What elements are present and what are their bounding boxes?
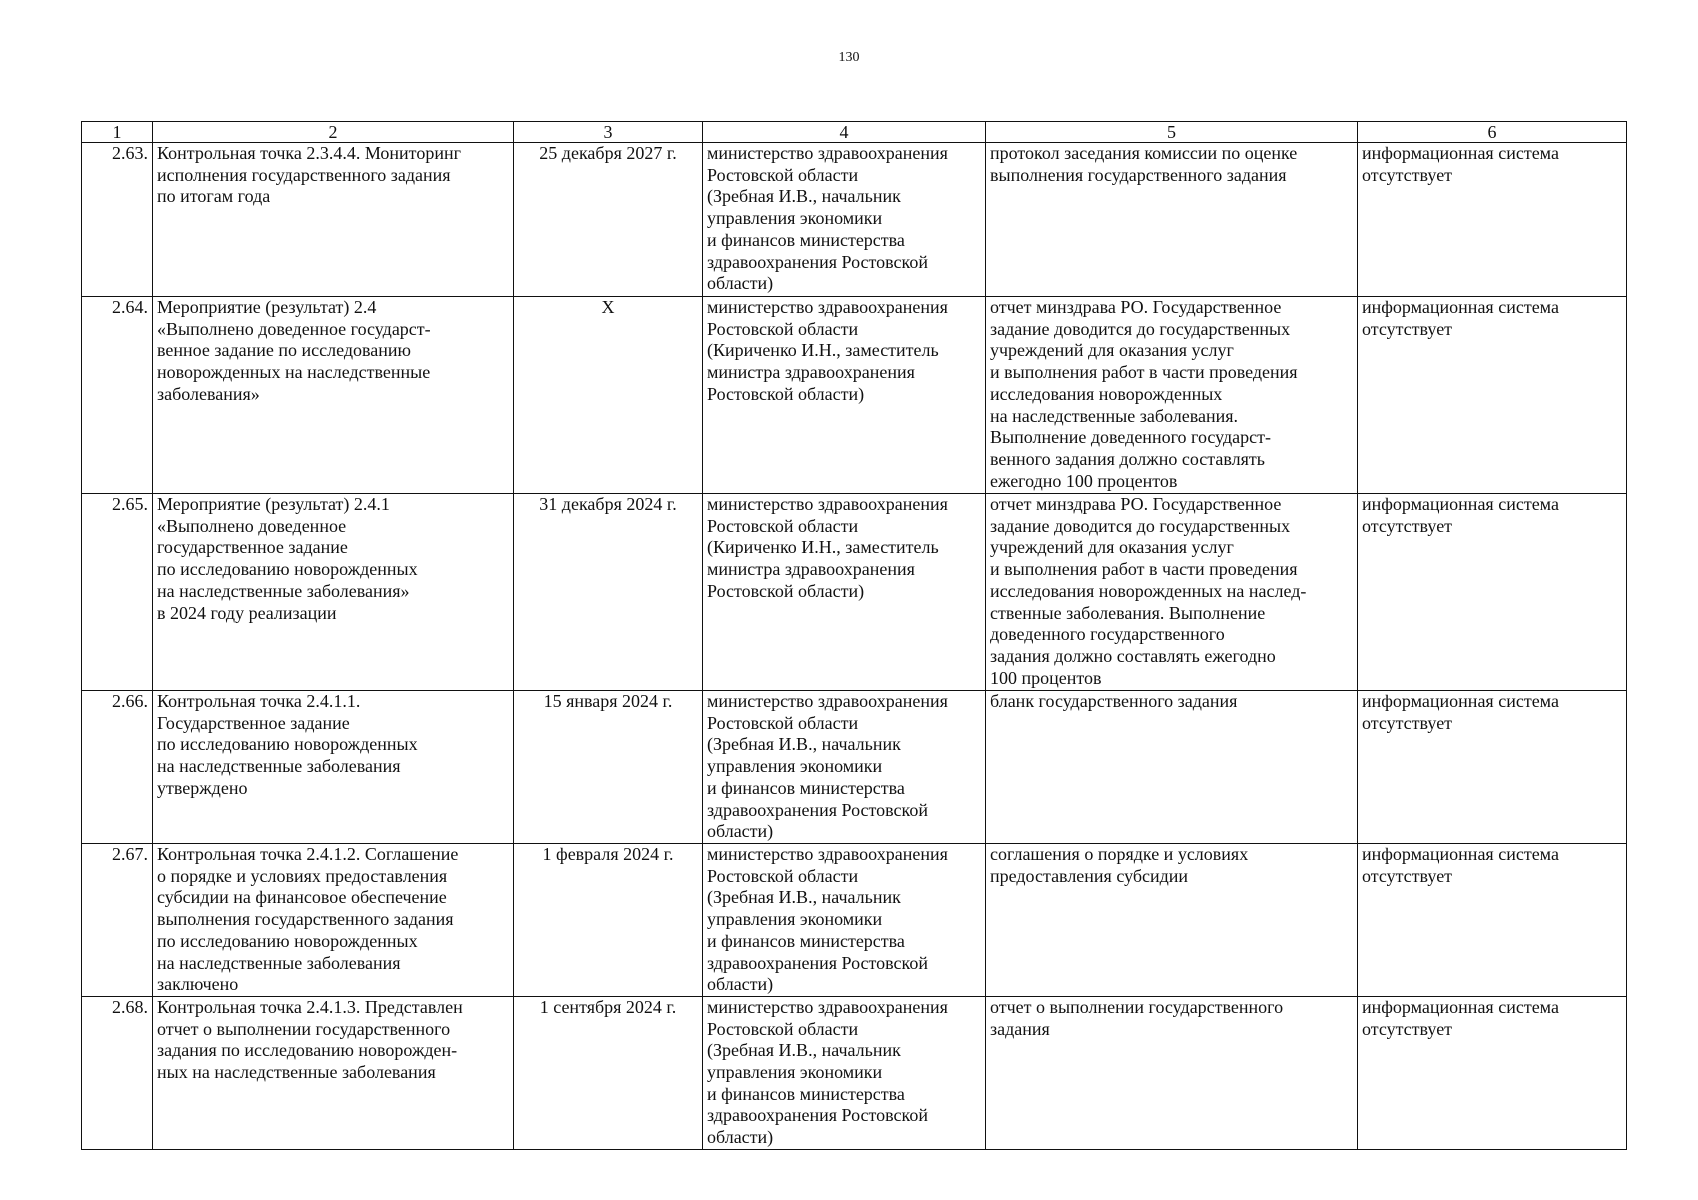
responsible-executor: министерство здравоохранения Ростовской области (Зребная И.В., начальник управления экономики и финансов министерства здравоохранения Ростовской области) xyxy=(703,996,986,1149)
row-number: 2.63. xyxy=(82,143,153,297)
row-number: 2.65. xyxy=(82,494,153,691)
confirming-document: протокол заседания комиссии по оценке выполнения государственного задания xyxy=(986,143,1358,297)
row-number: 2.68. xyxy=(82,996,153,1149)
table-row xyxy=(82,494,1627,691)
due-date: 1 февраля 2024 г. xyxy=(514,844,703,997)
table-row xyxy=(82,996,1627,1149)
item-name: Контрольная точка 2.4.1.3. Представлен отчет о выполнении государственного задания по исследованию новорожден- ных на наследственные заболевания xyxy=(153,996,514,1149)
item-name: Контрольная точка 2.3.4.4. Мониторинг исполнения государственного задания по итогам года xyxy=(153,143,514,297)
information-system: информационная система отсутствует xyxy=(1358,996,1627,1149)
information-system: информационная система отсутствует xyxy=(1358,691,1627,844)
item-name: Мероприятие (результат) 2.4 «Выполнено доведенное государст- венное задание по исследованию новорожденных на наследственные заболевания» xyxy=(153,297,514,494)
information-system: информационная система отсутствует xyxy=(1358,297,1627,494)
col-header-1: 1 xyxy=(82,122,153,143)
information-system: информационная система отсутствует xyxy=(1358,143,1627,297)
row-number: 2.66. xyxy=(82,691,153,844)
col-header-5: 5 xyxy=(986,122,1358,143)
item-name: Контрольная точка 2.4.1.1. Государственное задание по исследованию новорожденных на наследственные заболевания утверждено xyxy=(153,691,514,844)
responsible-executor: министерство здравоохранения Ростовской области (Кириченко И.Н., заместитель министра здравоохранения Ростовской области) xyxy=(703,494,986,691)
table-row xyxy=(82,691,1627,844)
responsible-executor: министерство здравоохранения Ростовской области (Зребная И.В., начальник управления экономики и финансов министерства здравоохранения Ростовской области) xyxy=(703,143,986,297)
row-number: 2.64. xyxy=(82,297,153,494)
due-date: 25 декабря 2027 г. xyxy=(514,143,703,297)
col-header-6: 6 xyxy=(1358,122,1627,143)
col-header-3: 3 xyxy=(514,122,703,143)
col-header-4: 4 xyxy=(703,122,986,143)
header-row xyxy=(82,122,1627,143)
confirming-document: отчет минздрава РО. Государственное задание доводится до государственных учреждений для оказания услуг и выполнения работ в части проведения исследования новорожденных на наследственные заболевания. Выполнение доведенного государст- венного задания должно составлять ежегодно 100 процентов xyxy=(986,297,1358,494)
responsible-executor: министерство здравоохранения Ростовской области (Зребная И.В., начальник управления экономики и финансов министерства здравоохранения Ростовской области) xyxy=(703,844,986,997)
information-system: информационная система отсутствует xyxy=(1358,844,1627,997)
col-header-2: 2 xyxy=(153,122,514,143)
plan-table xyxy=(81,121,1627,1150)
responsible-executor: министерство здравоохранения Ростовской области (Зребная И.В., начальник управления экономики и финансов министерства здравоохранения Ростовской области) xyxy=(703,691,986,844)
due-date: 1 сентября 2024 г. xyxy=(514,996,703,1149)
confirming-document: отчет минздрава РО. Государственное задание доводится до государственных учреждений для оказания услуг и выполнения работ в части проведения исследования новорожденных на наслед- ственные заболевания. Выполнение доведенного государственного задания должно составлять ежегодно 100 процентов xyxy=(986,494,1358,691)
confirming-document: бланк государственного задания xyxy=(986,691,1358,844)
due-date: X xyxy=(514,297,703,494)
due-date: 15 января 2024 г. xyxy=(514,691,703,844)
table-row xyxy=(82,143,1627,297)
due-date: 31 декабря 2024 г. xyxy=(514,494,703,691)
table-row xyxy=(82,844,1627,997)
item-name: Контрольная точка 2.4.1.2. Соглашение о порядке и условиях предоставления субсидии на финансовое обеспечение выполнения государственного задания по исследованию новорожденных на наследственные заболевания заключено xyxy=(153,844,514,997)
responsible-executor: министерство здравоохранения Ростовской области (Кириченко И.Н., заместитель министра здравоохранения Ростовской области) xyxy=(703,297,986,494)
information-system: информационная система отсутствует xyxy=(1358,494,1627,691)
confirming-document: соглашения о порядке и условиях предоставления субсидии xyxy=(986,844,1358,997)
page-number: 130 xyxy=(838,50,860,65)
item-name: Мероприятие (результат) 2.4.1 «Выполнено доведенное государственное задание по исследованию новорожденных на наследственные заболевания» в 2024 году реализации xyxy=(153,494,514,691)
table-row xyxy=(82,297,1627,494)
row-number: 2.67. xyxy=(82,844,153,997)
confirming-document: отчет о выполнении государственного задания xyxy=(986,996,1358,1149)
